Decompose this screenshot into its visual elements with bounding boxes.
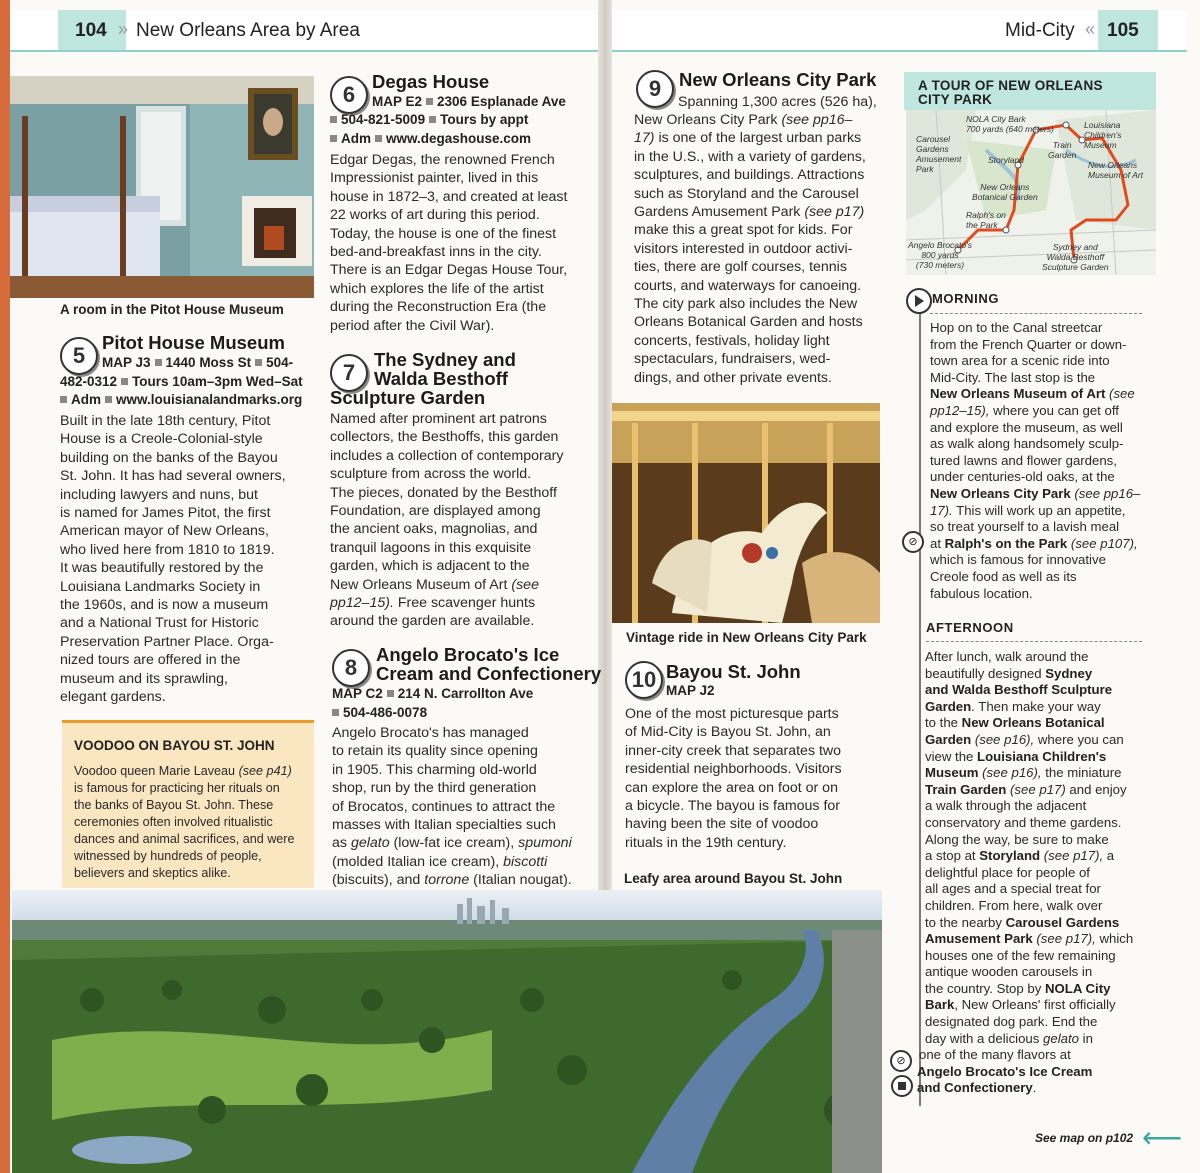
entry-title-line3: Sculpture Garden xyxy=(330,387,486,408)
entry-title: Bayou St. John xyxy=(666,661,801,682)
map-label: Ralph's on the Park xyxy=(966,210,1006,230)
map-label: Angelo Brocato's 800 yards (730 meters) xyxy=(908,240,972,270)
right-section-title: Mid-City xyxy=(1005,20,1075,41)
carousel-photo xyxy=(612,403,880,623)
morning-heading: MORNING xyxy=(932,291,1000,306)
entry-meta: MAP E2 2306 Esplanade Ave xyxy=(372,94,566,109)
website-link[interactable]: www.louisianalandmarks.org xyxy=(116,392,303,407)
afternoon-heading: AFTERNOON xyxy=(926,620,1014,635)
map-ref: MAP J3 xyxy=(102,355,151,370)
left-page-number: 104 xyxy=(75,20,107,41)
tour-title: A TOUR OF NEW ORLEANS xyxy=(918,78,1103,93)
entry-title: The Sydney and xyxy=(374,349,516,370)
divider xyxy=(930,313,1142,314)
sydney-body: Named after prominent art patrons collectors, the Besthoffs, this garden includes a collection of contemporary sculpture from across the world. The pieces, donated by the Besthoff Foundation, are displayed among the ancient oaks, magnolias, and tranquil lagoons in this exquisite garden, which is adjacent to the New Orleans Museum of Art (see pp12–15). Free scavenger hunts around the garden are available. xyxy=(330,411,564,630)
morning-body: Hop on to the Canal streetcar from the French Quarter or down- town area for a scenic ride into Mid-City. The last stop is the New Orleans Museum of Art (see pp12–15), where you can get off and explore the museum, as well as walk along handsomely sculp- tured lawns and flower gardens, under centuries-old oaks, at the New Orleans City Park (see pp16– 17). This will work up an appetite, so treat yourself to a lavish meal at Ralph's on the Park (see p107), which is famous for innovative Creole food as well as its fabulous location. xyxy=(930,320,1141,601)
dining-icon: ⊘ xyxy=(902,531,924,553)
see-map-link[interactable]: See map on p102 xyxy=(1035,1131,1134,1145)
entry-title-line2: Walda Besthoff xyxy=(374,368,508,389)
bayou-aerial-photo xyxy=(12,890,882,1173)
carousel-caption: Vintage ride in New Orleans City Park xyxy=(626,630,867,645)
play-icon xyxy=(906,288,932,314)
chevron-left-icon: « xyxy=(1085,19,1096,39)
stop-icon xyxy=(891,1075,913,1097)
voodoo-sidebar-box xyxy=(62,720,314,888)
entry-meta: MAP J2 xyxy=(666,683,715,698)
map-label: Sydney and Walda Besthoff Sculpture Garden xyxy=(1042,242,1109,272)
entry-meta-line2: 504-486-0078 xyxy=(328,704,427,722)
chevron-right-icon: » xyxy=(118,19,129,39)
arrow-left-icon: ⟵ xyxy=(1142,1122,1183,1153)
map-label: Carousel Gardens Amusement Park xyxy=(916,134,962,174)
map-label: Louisiana Children's Museum xyxy=(1084,120,1122,150)
website-link[interactable]: www.degashouse.com xyxy=(386,131,532,146)
dining-icon: ⊘ xyxy=(890,1050,912,1072)
degas-body: Edgar Degas, the renowned French Impressionist painter, lived in this house in 1872–3, and created at least 22 works of art during this period. Today, the house is one of the finest bed-and-breakfast inns in the city. There is an Edgar Degas House Tour, which explores the life of the artist during the Reconstruction Era (the period after the Civil War). xyxy=(330,152,568,334)
divider xyxy=(926,641,1142,642)
map-label: New Orleans Botanical Garden xyxy=(972,182,1038,202)
tours-hours: Tours 10am–3pm Wed–Sat xyxy=(132,374,303,389)
entry-meta xyxy=(102,354,317,372)
entry-number-badge: 5 xyxy=(60,337,98,375)
tour-timeline-line xyxy=(919,306,921,1106)
brocato-body: Angelo Brocato's has managed to retain its quality since opening in 1905. This charming old-world shop, run by the third generation of Brocatos, continues to attract the masses with Italian specialties such as gelato (low-fat ice cream), spumoni (molded Italian ice cream), biscotti (biscuits), and torrone (Italian nougat). xyxy=(332,725,572,889)
tour-title-line2: CITY PARK xyxy=(918,92,993,107)
entry-number-badge: 9 xyxy=(636,70,674,108)
entry-number-badge: 7 xyxy=(330,354,368,392)
voodoo-box-title: VOODOO ON BAYOU ST. JOHN xyxy=(74,738,275,753)
voodoo-box-body: Voodoo queen Marie Laveau (see p41) is famous for practicing her rituals on the banks of Bayou St. John. These ceremonies often involved ritualistic dances and animal sacrifices, and were witnessed by hundreds of people, believers and skeptics alike. xyxy=(74,764,295,880)
left-section-title: New Orleans Area by Area xyxy=(136,20,360,41)
entry-title: Pitot House Museum xyxy=(102,332,285,353)
pitot-house-photo xyxy=(10,76,314,298)
map-label: Storyland xyxy=(988,155,1024,165)
entry-number-badge: 8 xyxy=(332,649,370,687)
entry-meta: MAP C2 214 N. Carrollton Ave xyxy=(332,686,534,701)
tour-header xyxy=(904,72,1156,110)
right-page-number: 105 xyxy=(1107,20,1139,41)
entry-meta-line3: Adm www.degashouse.com xyxy=(326,130,531,148)
map-label: NOLA City Bark 700 yards (640 meters) xyxy=(966,114,1054,134)
address: 1440 Moss St xyxy=(165,355,252,370)
entry-number-badge: 6 xyxy=(330,76,368,114)
entry-number-badge: 10 xyxy=(625,661,663,699)
afternoon-body: After lunch, walk around the beautifully designed Sydney and Walda Besthoff Sculpture Garden. Then make your way to the New Orleans Botanical Garden (see p16), where you can view the Louisiana Children's Museum (see p16), the miniature Train Garden (see p17) and enjoy a walk through the adjacent conservatory and theme gardens. Along the way, be sure to make a stop at Storyland (see p17), a delightful place for people of all ages and a special treat for children. From here, walk over to the nearby Carousel Gardens Amusement Park (see p17), which houses one of the few remaining antique wooden carousels in the country. Stop by NOLA City Bark, New Orleans' first officially designated dog park. End the day with a delicious gelato in one of the many flavors at Angelo Brocato's Ice Cream and Confectionery. xyxy=(917,649,1134,1096)
citypark-body: New Orleans City Park (see pp16– 17) is one of the largest urban parks in the U.S., with a variety of gardens, sculptures, and buildings. Attractions such as Storyland and the Carousel Gardens Amusement Park (see p17) make this a great spot for kids. For visitors interested in outdoor activi- ties, there are golf courses, tennis courts, and waterways for canoeing. The city park also includes the New Orleans Botanical Garden and hosts concerts, festivals, holiday light spectaculars, fundraisers, wed- dings, and other private events. xyxy=(634,112,866,386)
pitot-photo-caption: A room in the Pitot House Museum xyxy=(60,302,284,317)
map-label: New Orleans Museum of Art xyxy=(1088,160,1143,180)
entry-title: Angelo Brocato's Ice xyxy=(376,644,560,665)
bayou-body: One of the most picturesque parts of Mid-City is Bayou St. John, an inner-city creek that separates two residential neighborhoods. Visitors can explore the area on foot or on a bicycle. The bayou is famous for having been the site of voodoo rituals in the 19th century. xyxy=(625,706,842,851)
phone-part: 504- xyxy=(266,355,294,370)
phone-part-2: 482-0312 xyxy=(60,374,118,389)
bayou-caption: Leafy area around Bayou St. John xyxy=(624,871,843,886)
citypark-line1: Spanning 1,300 acres (526 ha), xyxy=(678,94,877,110)
entry-meta-line3 xyxy=(56,391,326,409)
map-label: Train Garden xyxy=(1048,140,1077,160)
entry-meta-line2: 504-821-5009 Tours by appt xyxy=(326,111,528,129)
entry-meta-line2 xyxy=(60,373,320,391)
entry-title: Degas House xyxy=(372,71,490,92)
entry-title-line2: Cream and Confectionery xyxy=(376,663,602,684)
entry-title: New Orleans City Park xyxy=(679,69,877,90)
tour-map xyxy=(906,110,1156,275)
page-edge xyxy=(0,0,10,1173)
admission: Adm xyxy=(71,392,101,407)
pitot-body: Built in the late 18th century, Pitot House is a Creole-Colonial-style building on the banks of the Bayou St. John. It has had several owners, including lawyers and nuns, but is named for James Pitot, the first American mayor of New Orleans, who lived here from 1810 to 1819. It was beautifully restored by the Louisiana Landmarks Society in the 1960s, and is now a museum and a National Trust for Historic Preservation Partner Place. Orga- nized tours are offered in the museum and its sprawling, elegant gardens. xyxy=(60,413,286,706)
